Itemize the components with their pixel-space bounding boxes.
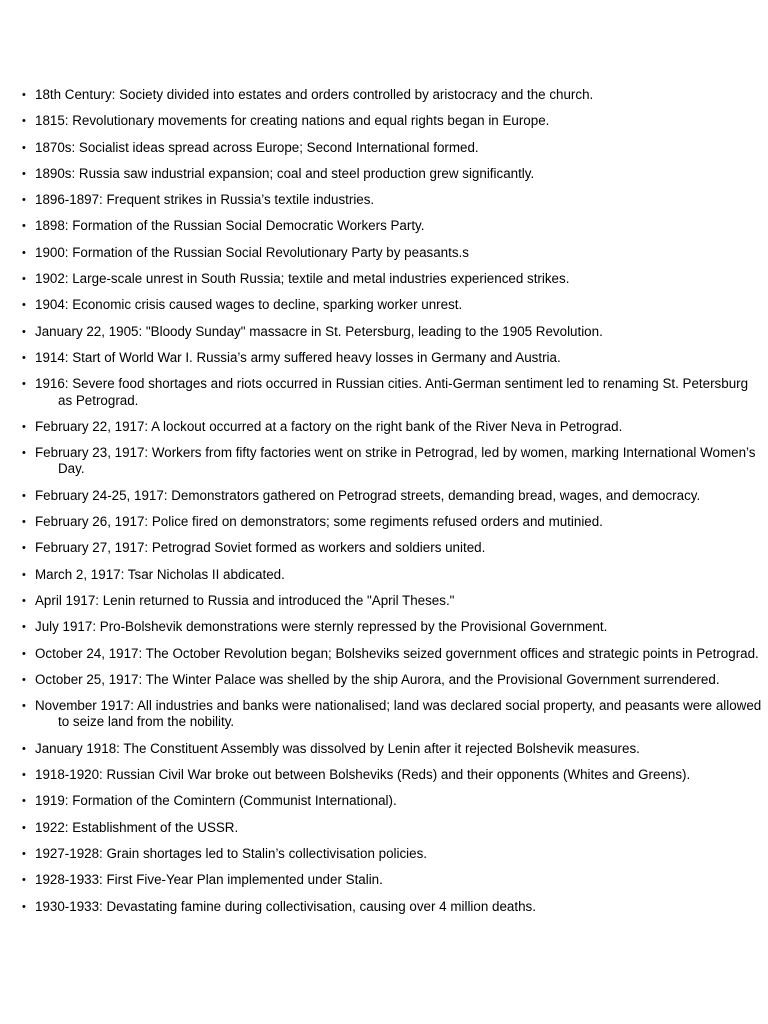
event-text: 1930-1933: Devastating famine during collectivisation, causing over 4 million deaths. [35,898,536,914]
bullet-icon: • [22,568,26,581]
bullet-icon: • [22,167,26,180]
list-item [22,192,764,208]
list-item [22,820,764,836]
list-item [22,619,764,635]
bullet-icon: • [22,516,26,529]
event-text: October 25, 1917: The Winter Palace was shelled by the ship Aurora, and the Provisional Government surrendered. [35,671,720,687]
event-text: November 1917: All industries and banks were nationalised; land was declared social property, and peasants were allowed to seize land from the nobility. [35,698,762,730]
list-item [22,872,764,888]
list-item [22,698,764,731]
event-text: 1902: Large-scale unrest in South Russia; textile and metal industries experienced strikes. [35,271,570,287]
bullet-icon: • [22,420,26,433]
event-text: 1919: Formation of the Comintern (Communist International). [35,793,397,809]
event-text: 1890s: Russia saw industrial expansion; coal and steel production grew significantly. [35,165,535,181]
bullet-icon: • [22,351,26,364]
bullet-icon: • [22,900,26,913]
bullet-icon: • [22,621,26,634]
list-item [22,218,764,234]
event-text: 1916: Severe food shortages and riots occurred in Russian cities. Anti-German sentiment led to renaming St. Petersburg as Petrograd. [35,376,749,408]
list-item [22,419,764,435]
list-item [22,646,764,662]
bullet-icon: • [22,246,26,259]
bullet-icon: • [22,325,26,338]
event-text: October 24, 1917: The October Revolution began; Bolsheviks seized government offices and strategic points in Petrograd. [35,645,759,661]
bullet-icon: • [22,378,26,391]
bullet-icon: • [22,673,26,686]
event-text: February 26, 1917: Police fired on demonstrators; some regiments refused orders and mutinied. [35,514,603,530]
event-text: 1918-1920: Russian Civil War broke out between Bolsheviks (Reds) and their opponents (Whites and Greens). [35,767,691,783]
event-text: 1900: Formation of the Russian Social Revolutionary Party by peasants.s [35,244,469,260]
event-text: 1928-1933: First Five-Year Plan implemented under Stalin. [35,872,383,888]
bullet-icon: • [22,542,26,555]
list-item [22,297,764,313]
list-item [22,166,764,182]
list-item [22,488,764,504]
event-text: 1815: Revolutionary movements for creating nations and equal rights began in Europe. [35,113,550,129]
bullet-icon: • [22,447,26,460]
timeline-list [22,87,764,925]
bullet-icon: • [22,141,26,154]
list-item [22,445,764,478]
list-item [22,672,764,688]
event-text: 1898: Formation of the Russian Social Democratic Workers Party. [35,218,425,234]
bullet-icon: • [22,115,26,128]
event-text: 1914: Start of World War I. Russia’s army suffered heavy losses in Germany and Austria. [35,349,561,365]
list-item [22,245,764,261]
event-text: April 1917: Lenin returned to Russia and introduced the "April Theses." [35,592,455,608]
list-item [22,846,764,862]
event-text: February 24-25, 1917: Demonstrators gathered on Petrograd streets, demanding bread, wages, and democracy. [35,487,701,503]
bullet-icon: • [22,220,26,233]
list-item [22,767,764,783]
event-text: 18th Century: Society divided into estates and orders controlled by aristocracy and the church. [35,87,594,102]
bullet-icon: • [22,594,26,607]
event-text: January 1918: The Constituent Assembly was dissolved by Lenin after it rejected Bolshevik measures. [35,740,640,756]
event-text: 1870s: Socialist ideas spread across Europe; Second International formed. [35,139,479,155]
bullet-icon: • [22,742,26,755]
event-text: February 27, 1917: Petrograd Soviet formed as workers and soldiers united. [35,540,486,556]
event-text: 1896-1897: Frequent strikes in Russia’s textile industries. [35,192,375,208]
bullet-icon: • [22,299,26,312]
bullet-icon: • [22,89,26,101]
list-item [22,140,764,156]
list-item [22,271,764,287]
list-item [22,350,764,366]
event-text: January 22, 1905: "Bloody Sunday" massacre in St. Petersburg, leading to the 1905 Revolution. [35,323,603,339]
list-item [22,113,764,129]
bullet-icon: • [22,769,26,782]
event-text: 1904: Economic crisis caused wages to decline, sparking worker unrest. [35,297,463,313]
bullet-icon: • [22,273,26,286]
event-text: March 2, 1917: Tsar Nicholas II abdicated. [35,566,285,582]
list-item [22,741,764,757]
bullet-icon: • [22,821,26,834]
bullet-icon: • [22,874,26,887]
bullet-icon: • [22,647,26,660]
list-item [22,540,764,556]
event-text: 1922: Establishment of the USSR. [35,819,239,835]
list-item [22,87,764,103]
list-item [22,324,764,340]
list-item [22,567,764,583]
bullet-icon: • [22,700,26,713]
event-text: 1927-1928: Grain shortages led to Stalin’s collectivisation policies. [35,845,428,861]
bullet-icon: • [22,795,26,808]
event-text: February 23, 1917: Workers from fifty factories went on strike in Petrograd, led by women, marking International Women’s Day. [35,445,756,477]
bullet-icon: • [22,489,26,502]
list-item [22,793,764,809]
event-text: July 1917: Pro-Bolshevik demonstrations were sternly repressed by the Provisional Government. [35,619,608,635]
list-item [22,376,764,409]
list-item [22,593,764,609]
bullet-icon: • [22,194,26,207]
list-item [22,899,764,915]
list-item [22,514,764,530]
event-text: February 22, 1917: A lockout occurred at a factory on the right bank of the River Neva in Petrograd. [35,418,623,434]
bullet-icon: • [22,847,26,860]
